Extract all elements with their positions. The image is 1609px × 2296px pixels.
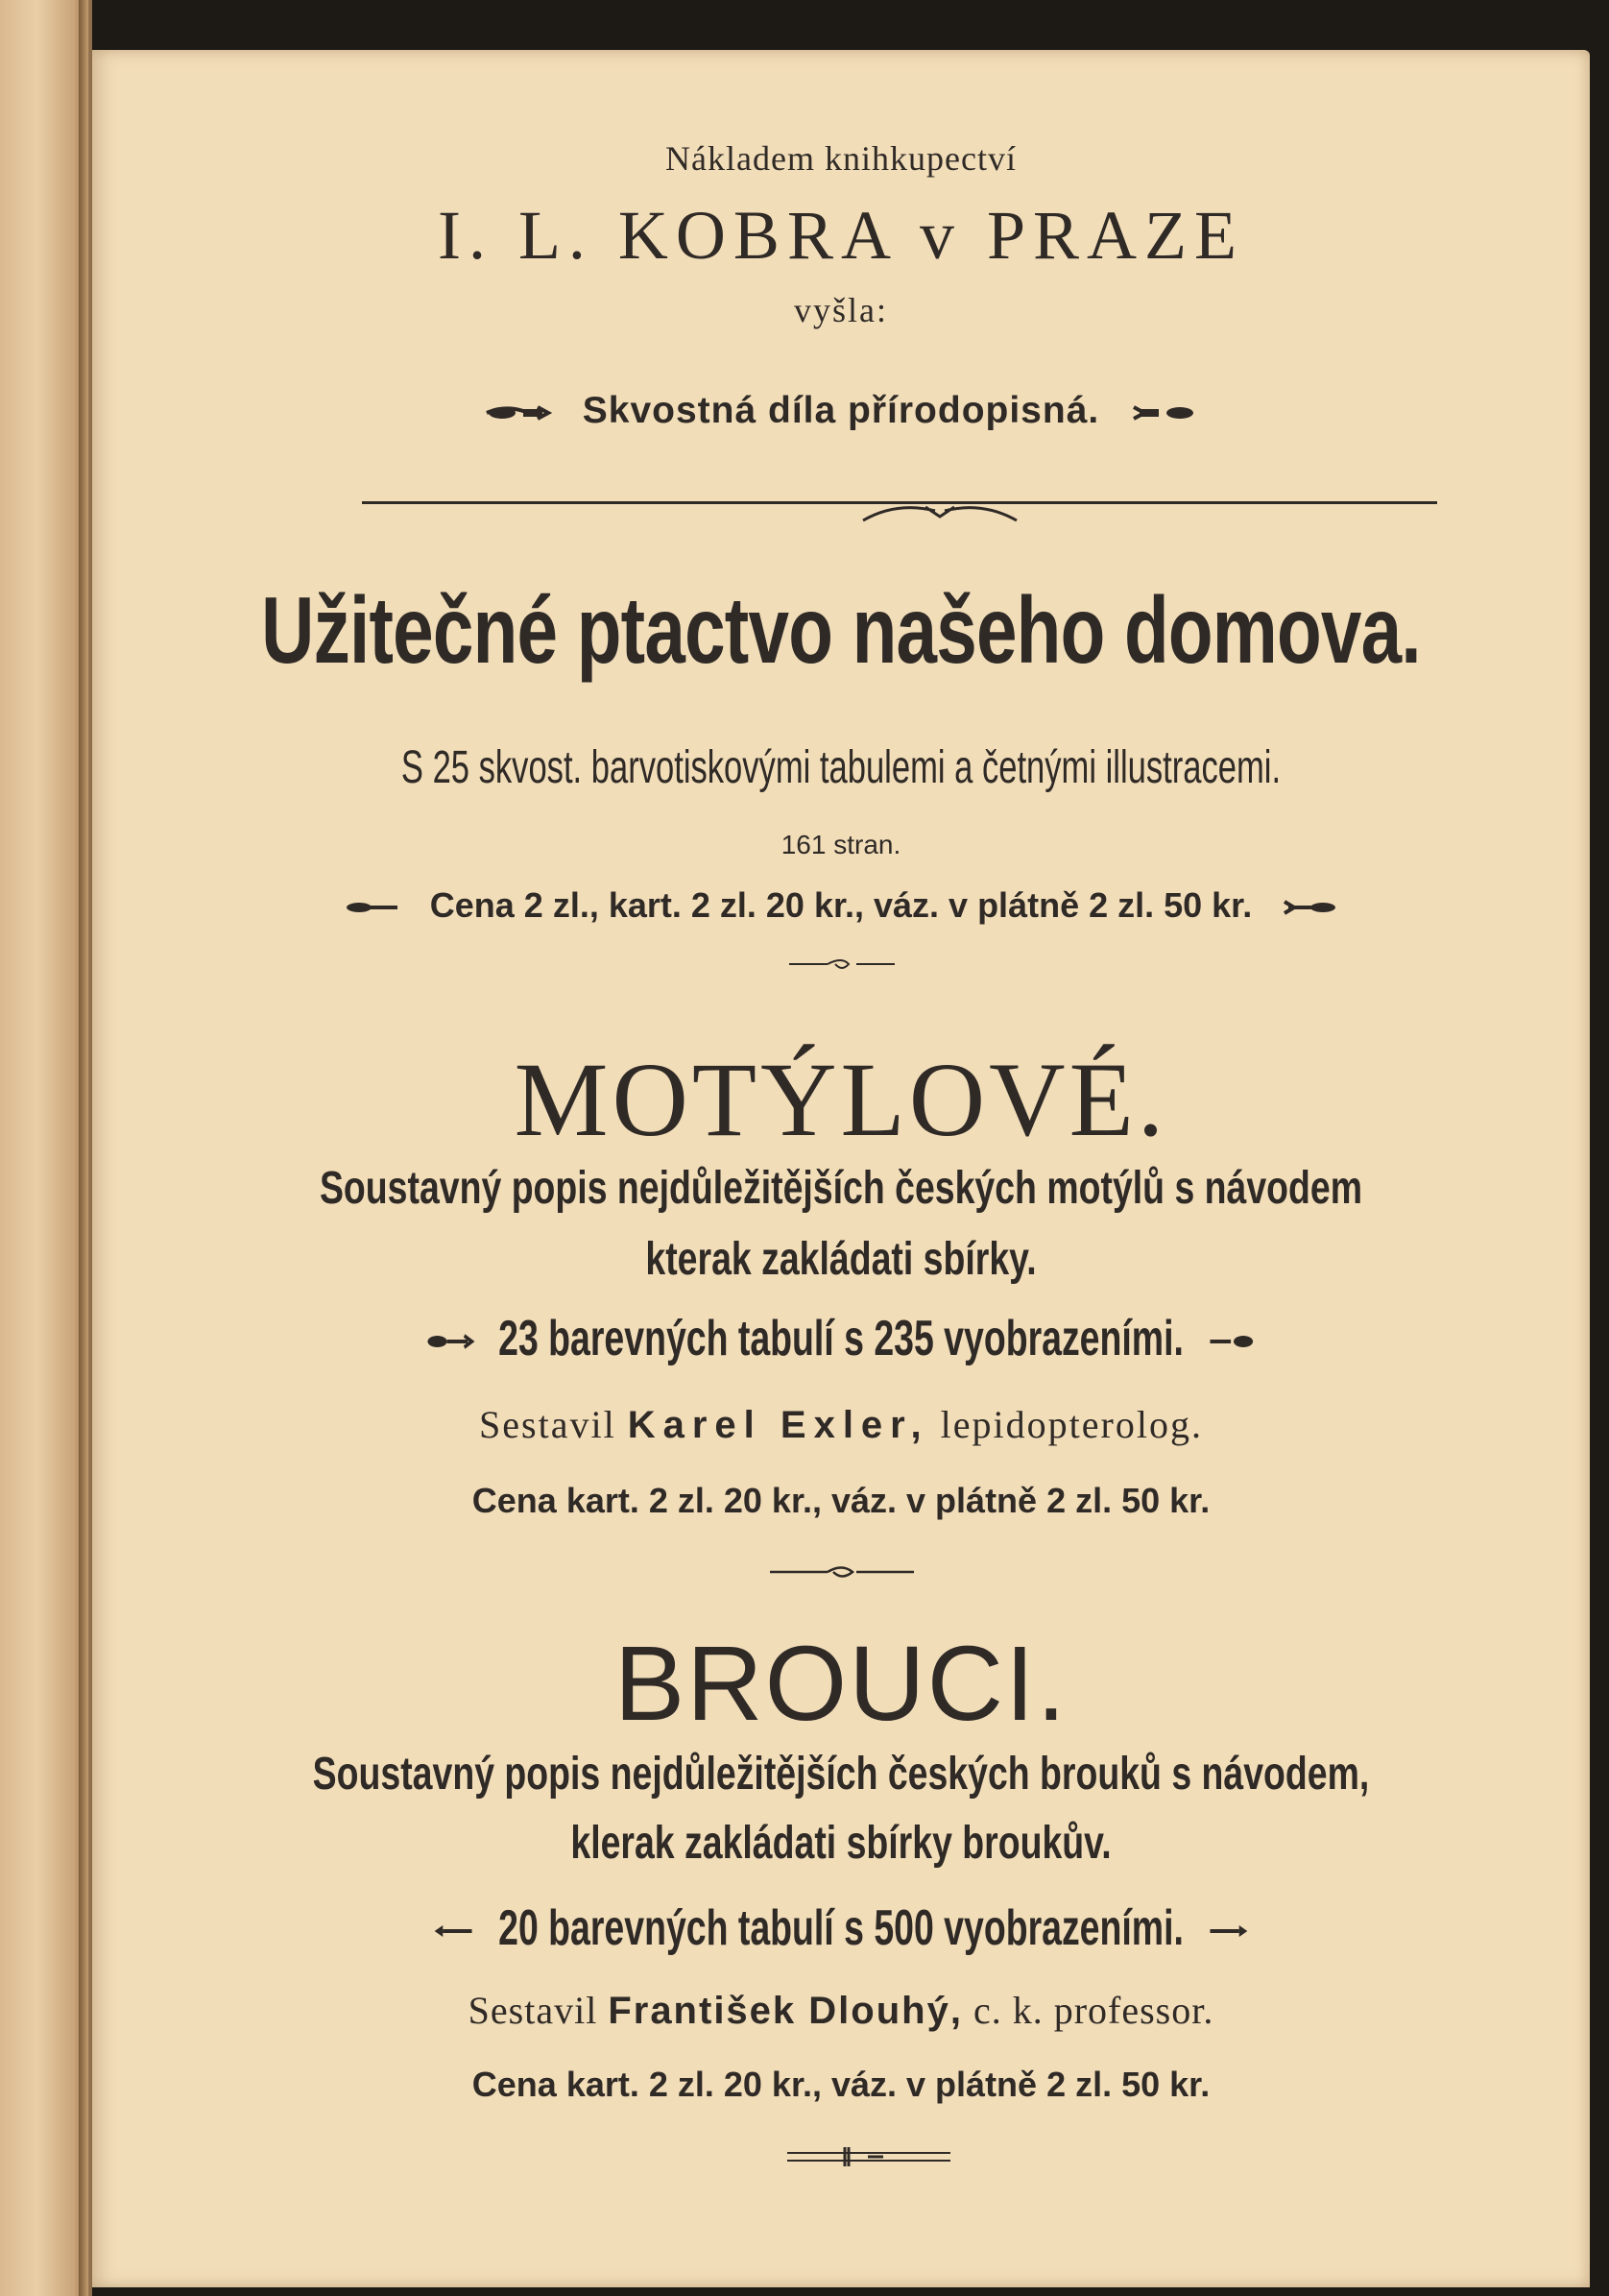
book-title-motylove: MOTÝLOVÉ.: [514, 1041, 1168, 1158]
book-plates-motylove-text: 23 barevných tabulí s 235 vyobrazeními.: [498, 1311, 1184, 1366]
book-price-brouci: Cena kart. 2 zl. 20 kr., váz. v plátně 2 zl. 50 kr.: [471, 2065, 1211, 2104]
publisher-line: Nákladem knihkupectví: [665, 139, 1017, 178]
book-desc-motylove-line2: kterak zakládati sbírky.: [645, 1234, 1037, 1285]
book-desc-brouci-line1: Soustavný popis nejdůležitějších českých brouků s návodem,: [312, 1749, 1370, 1800]
book-plates-brouci-text: 20 barevných tabulí s 500 vyobrazeními.: [498, 1900, 1184, 1956]
spine-edge: [79, 0, 88, 2296]
page: [92, 50, 1590, 2287]
book-subtitle-ptactvo: S 25 skvost. barvotiskovými tabulemi a četnými illustracemi.: [400, 742, 1282, 793]
author-prefix: Sestavil: [468, 1989, 598, 2032]
divider-ornament: [787, 2147, 950, 2166]
book-title-ptactvo: Užitečné ptactvo našeho domova.: [261, 577, 1421, 683]
book-price-motylove: Cena kart. 2 zl. 20 kr., váz. v plátně 2 zl. 50 kr.: [471, 1481, 1211, 1520]
book-plates-brouci: [301, 1899, 1380, 1957]
book-desc-brouci-line2: klerak zakládati sbírky broukův.: [570, 1818, 1112, 1869]
publisher-name: I. L. KOBRA v PRAZE: [437, 197, 1245, 274]
author-name: Karel Exler,: [627, 1404, 929, 1446]
section-heading: [92, 390, 1590, 432]
author-suffix: lepidopterolog.: [940, 1403, 1203, 1446]
section-heading-text: Skvostná díla přírodopisná.: [582, 390, 1100, 431]
arrow-right-ornament: [1208, 1921, 1249, 1941]
flourish-ornament: [858, 501, 1021, 524]
arrow-left-ornament: [344, 899, 401, 916]
book-title-brouci: BROUCI.: [613, 1625, 1069, 1743]
divider-ornament: [770, 1563, 914, 1581]
arrow-left-ornament: [433, 1921, 474, 1941]
book-plates-motylove: [301, 1310, 1380, 1367]
released-label: vyšla:: [794, 291, 888, 329]
book-author-brouci: [92, 1988, 1590, 2033]
arrow-right-ornament: [1281, 899, 1338, 916]
book-desc-motylove-line1: Soustavný popis nejdůležitějších českých motýlů s návodem: [319, 1163, 1363, 1214]
book-price-ptactvo: [92, 885, 1590, 926]
author-prefix: Sestavil: [479, 1403, 616, 1446]
arrow-right-ornament: [1208, 1332, 1256, 1351]
author-suffix: c. k. professor.: [973, 1989, 1214, 2032]
book-pages-ptactvo: 161 stran.: [780, 830, 901, 859]
arrow-right-ornament: [1130, 403, 1197, 423]
book-author-motylove: [92, 1402, 1590, 1447]
arrow-left-ornament: [485, 403, 552, 423]
arrow-left-ornament: [426, 1332, 474, 1351]
divider-ornament: [789, 956, 895, 972]
author-name: František Dlouhý,: [608, 1990, 963, 2032]
book-price-ptactvo-text: Cena 2 zl., kart. 2 zl. 20 kr., váz. v plátně 2 zl. 50 kr.: [429, 885, 1253, 925]
